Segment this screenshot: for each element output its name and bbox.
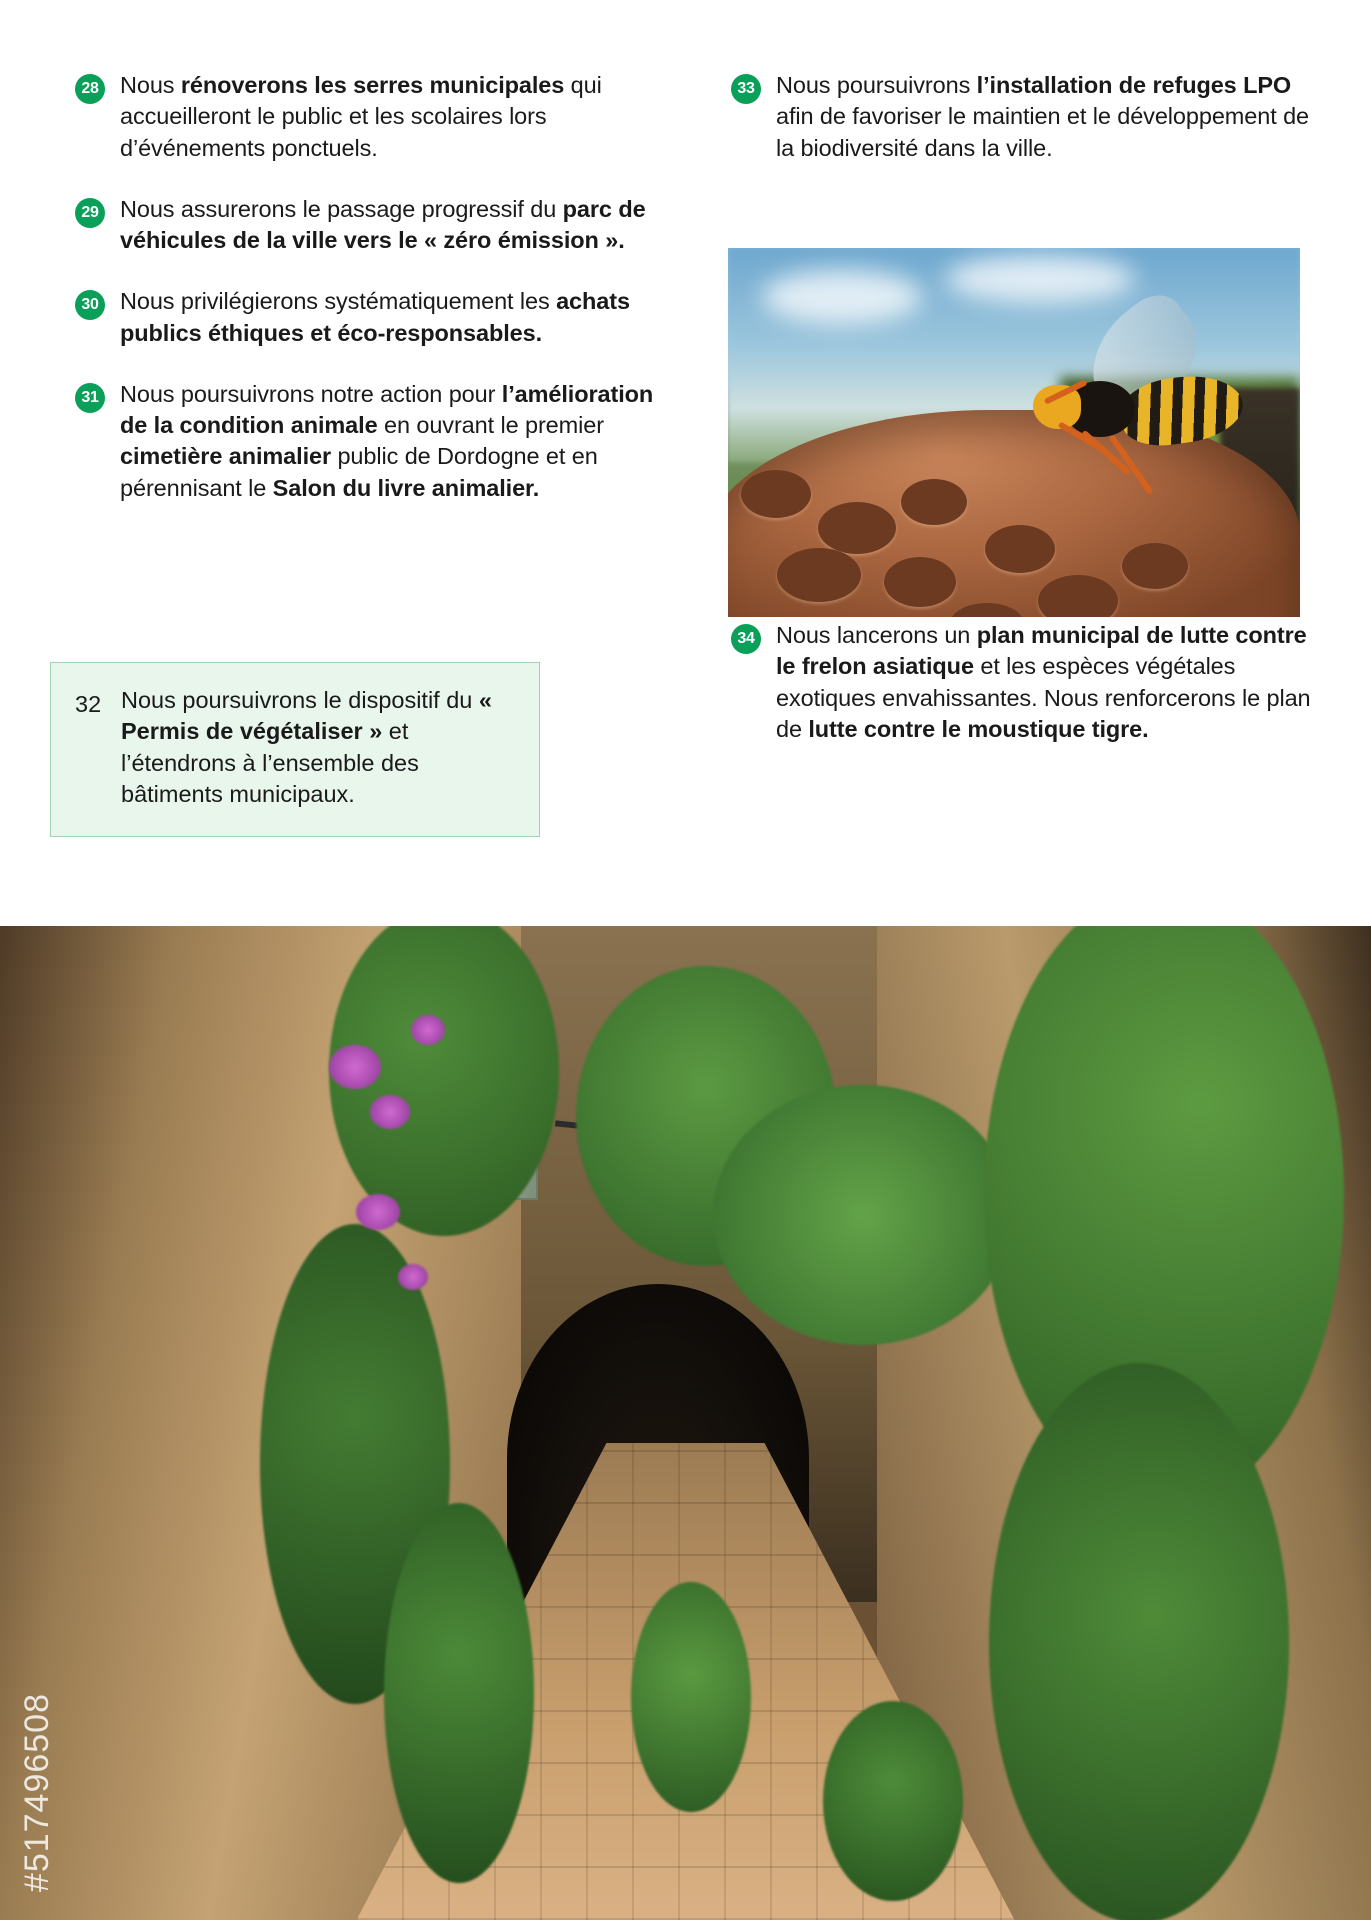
highlight-callout-box bbox=[50, 662, 540, 837]
item-number-badge: 29 bbox=[75, 198, 105, 228]
item-number-badge: 32 bbox=[75, 691, 102, 717]
item-number-badge: 34 bbox=[731, 624, 761, 654]
hornet-photo bbox=[728, 248, 1300, 617]
text-segment: Nous poursuivrons bbox=[776, 72, 977, 98]
hornet-insect bbox=[1025, 359, 1255, 451]
text-segment-bold: lutte contre le moustique tigre. bbox=[808, 715, 1149, 742]
text-segment-bold: plan municipal de lutte contre le frelon asiatique bbox=[776, 622, 1307, 680]
text-segment: Nous poursuivrons notre action pour bbox=[120, 380, 502, 407]
ivy-cluster bbox=[631, 1582, 751, 1812]
item-text bbox=[120, 288, 630, 345]
left-column bbox=[72, 70, 672, 534]
right-column-lower bbox=[728, 620, 1318, 775]
text-region bbox=[0, 0, 1371, 930]
item-text bbox=[120, 381, 653, 501]
item-number-badge: 30 bbox=[75, 290, 105, 320]
item-number-badge: 28 bbox=[75, 74, 105, 104]
flower-cluster bbox=[398, 1264, 428, 1290]
text-segment-bold: rénoverons les serres municipales bbox=[180, 72, 565, 98]
text-segment: Nous privilégierons systématiquement les bbox=[120, 288, 557, 315]
item-text bbox=[121, 687, 492, 807]
list-item bbox=[72, 286, 672, 349]
text-segment: Nous lancerons un bbox=[776, 622, 977, 648]
text-segment-bold: Salon du livre animalier. bbox=[272, 474, 540, 501]
text-segment: afin de favoriser le maintien et le développement de la biodiversité dans la ville. bbox=[776, 103, 1310, 161]
text-segment: et l’étendrons à l’ensemble des bâtiments municipaux. bbox=[121, 718, 419, 807]
flower-cluster bbox=[329, 1045, 381, 1089]
text-segment: public de Dordogne et en pérennisant le bbox=[120, 443, 598, 501]
flower-cluster bbox=[370, 1095, 410, 1129]
ivy-cluster bbox=[384, 1503, 534, 1883]
ivy-cluster bbox=[713, 1085, 1013, 1345]
right-column bbox=[728, 70, 1318, 194]
list-item bbox=[72, 194, 672, 257]
text-segment-bold: l’installation de refuges LPO bbox=[976, 72, 1292, 98]
text-segment-bold: achats publics éthiques et éco-responsables. bbox=[120, 288, 630, 346]
text-segment: qui accueilleront le public et les scolaires lors d’événements ponctuels. bbox=[120, 72, 602, 161]
text-segment-bold: « Permis de végétaliser » bbox=[121, 687, 492, 745]
text-segment: et les espèces végétales exotiques envahissantes. Nous renforcerons le plan de bbox=[776, 653, 1311, 742]
item-text bbox=[776, 72, 1309, 161]
text-segment: Nous poursuivrons le dispositif du bbox=[121, 687, 479, 713]
item-text bbox=[120, 196, 646, 253]
text-segment-bold: parc de véhicules de la ville vers le « zéro émission ». bbox=[120, 195, 646, 253]
item-number-badge: 33 bbox=[731, 74, 761, 104]
list-item bbox=[72, 379, 672, 504]
ivy-cluster bbox=[823, 1701, 963, 1901]
item-text bbox=[120, 72, 602, 161]
list-item bbox=[728, 620, 1318, 745]
text-segment-bold: cimetière animalier bbox=[120, 443, 332, 470]
watermark-text: #517496508 bbox=[18, 1692, 56, 1892]
item-text bbox=[776, 622, 1311, 742]
text-segment: en ouvrant le premier bbox=[377, 412, 604, 438]
cloud-shape bbox=[762, 270, 922, 324]
ivy-cluster bbox=[989, 1363, 1289, 1920]
alley-photo bbox=[0, 926, 1371, 1920]
list-item bbox=[728, 70, 1318, 164]
text-segment-bold: l’amélioration de la condition animale bbox=[120, 380, 654, 438]
item-number-badge: 31 bbox=[75, 383, 105, 413]
list-item bbox=[72, 70, 672, 164]
text-segment: Nous assurerons le passage progressif du bbox=[120, 195, 563, 222]
text-segment: Nous bbox=[120, 72, 181, 98]
